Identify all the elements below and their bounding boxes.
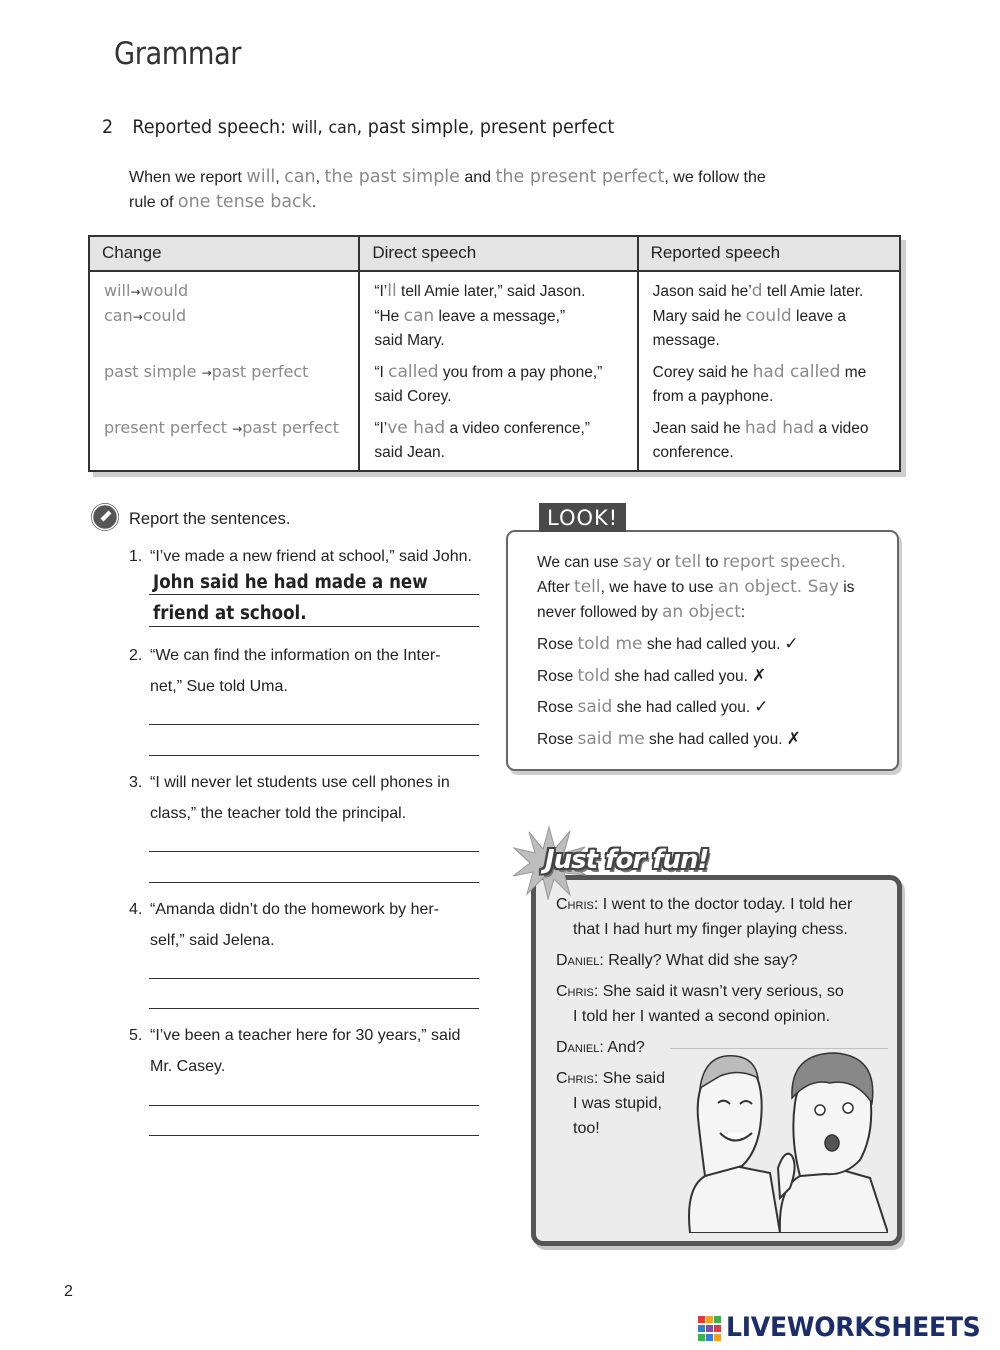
look-example-4: Rose said me she had called you. ✗ <box>537 729 801 749</box>
exercise-item-3: 3. “I will never let students use cell phones in class,” the teacher told the principal. <box>129 774 450 822</box>
dialog-line-5: Chris: She said I was stupid, too! <box>556 1070 665 1137</box>
cartoon-two-men-illustration <box>660 1048 888 1238</box>
check-icon: ✓ <box>784 634 799 653</box>
look-explanation: We can use say or tell to report speech. After tell, we have to use an object. Say is never followed by an object: <box>537 552 855 622</box>
section-title-part: , past simple, present perfect <box>356 116 615 138</box>
exercise-item-4: 4. “Amanda didn’t do the homework by her- self,” said Jelena. <box>129 901 440 949</box>
answer-line[interactable] <box>149 851 479 852</box>
answer-line-1a[interactable]: John said he had made a new <box>153 572 428 593</box>
arrow-icon: → <box>130 285 141 299</box>
answer-line[interactable] <box>149 724 479 725</box>
look-tab: LOOK! <box>539 503 626 532</box>
section-title-will: will <box>291 118 318 138</box>
check-icon: ✓ <box>754 697 769 716</box>
section-title-can: can <box>328 118 357 138</box>
cross-icon: ✗ <box>751 666 767 685</box>
exercise-instruction: Report the sentences. <box>129 510 291 528</box>
change-present-perfect: present perfect →past perfect <box>104 418 339 437</box>
change-column <box>89 271 359 471</box>
exercise-item-1: 1. “I’ve made a new friend at school,” said John. <box>129 548 472 565</box>
dialog-line-4: Daniel: And? <box>556 1039 645 1056</box>
section-heading <box>102 116 614 138</box>
intro-paragraph: When we report will, can, the past simple and the present perfect, we follow the rule of one tense back. <box>129 167 766 212</box>
look-example-2: Rose told she had called you. ✗ <box>537 666 767 686</box>
change-can-could: can→could <box>104 306 187 325</box>
arrow-icon: → <box>201 366 212 380</box>
section-title-part: Reported speech: <box>132 116 292 138</box>
reported-example-1: Jason said he’d tell Amie later. <box>652 281 864 301</box>
dialog-line-3: Chris: She said it wasn’t very serious, so I told her I wanted a second opinion. <box>556 983 844 1025</box>
answer-line[interactable] <box>149 882 479 883</box>
look-example-1: Rose told me she had called you. ✓ <box>537 634 799 654</box>
tense-rules-table <box>88 235 901 472</box>
answer-line[interactable] <box>149 1105 479 1106</box>
liveworksheets-logo-icon <box>698 1316 722 1342</box>
change-will-would: will→would <box>104 281 189 300</box>
reported-example-2: Mary said he could leave a message. <box>652 306 847 349</box>
table-header-row <box>89 236 900 271</box>
answer-line-1b[interactable]: friend at school. <box>153 603 307 624</box>
arrow-icon: → <box>232 422 243 436</box>
answer-line[interactable] <box>149 594 479 595</box>
just-for-fun-title: Just for fun! <box>545 845 709 875</box>
direct-example-4: “I’ve had a video conference,” said Jean. <box>374 418 590 461</box>
liveworksheets-brand[interactable]: LIVEWORKSHEETS <box>726 1312 981 1343</box>
page-title: Grammar <box>114 36 242 72</box>
direct-example-1: “I’ll tell Amie later,” said Jason. <box>374 281 586 301</box>
cross-icon: ✗ <box>786 729 801 748</box>
reported-example-4: Jean said he had had a video conference. <box>652 418 869 461</box>
answer-line[interactable] <box>149 626 479 627</box>
exercise-item-2: 2. “We can find the information on the Inter- net,” Sue told Uma. <box>129 647 441 695</box>
header-direct-speech: Direct speech <box>359 236 637 271</box>
arrow-icon: → <box>132 310 143 324</box>
answer-line[interactable] <box>149 755 479 756</box>
answer-line[interactable] <box>149 978 479 979</box>
answer-line[interactable] <box>149 1135 479 1136</box>
change-past-simple: past simple →past perfect <box>104 362 309 381</box>
direct-speech-column <box>359 271 637 471</box>
pencil-icon <box>91 503 119 531</box>
direct-example-3: “I called you from a pay phone,” said Corey. <box>374 362 603 405</box>
table-row <box>89 271 900 471</box>
section-number: 2 <box>102 116 114 138</box>
section-title-part: , <box>317 116 329 138</box>
reported-speech-column <box>638 271 900 471</box>
page-number: 2 <box>64 1283 73 1300</box>
dialog-line-1: Chris: I went to the doctor today. I told her that I had hurt my finger playing chess. <box>556 896 853 938</box>
direct-example-2: “He can leave a message,” said Mary. <box>374 306 566 349</box>
header-change: Change <box>89 236 359 271</box>
reported-example-3: Corey said he had called me from a payphone. <box>652 362 867 405</box>
dialog-line-2: Daniel: Really? What did she say? <box>556 952 798 969</box>
header-reported-speech: Reported speech <box>638 236 900 271</box>
look-example-3: Rose said she had called you. ✓ <box>537 697 769 717</box>
answer-line[interactable] <box>149 1008 479 1009</box>
exercise-item-5: 5. “I’ve been a teacher here for 30 years,” said Mr. Casey. <box>129 1027 461 1075</box>
